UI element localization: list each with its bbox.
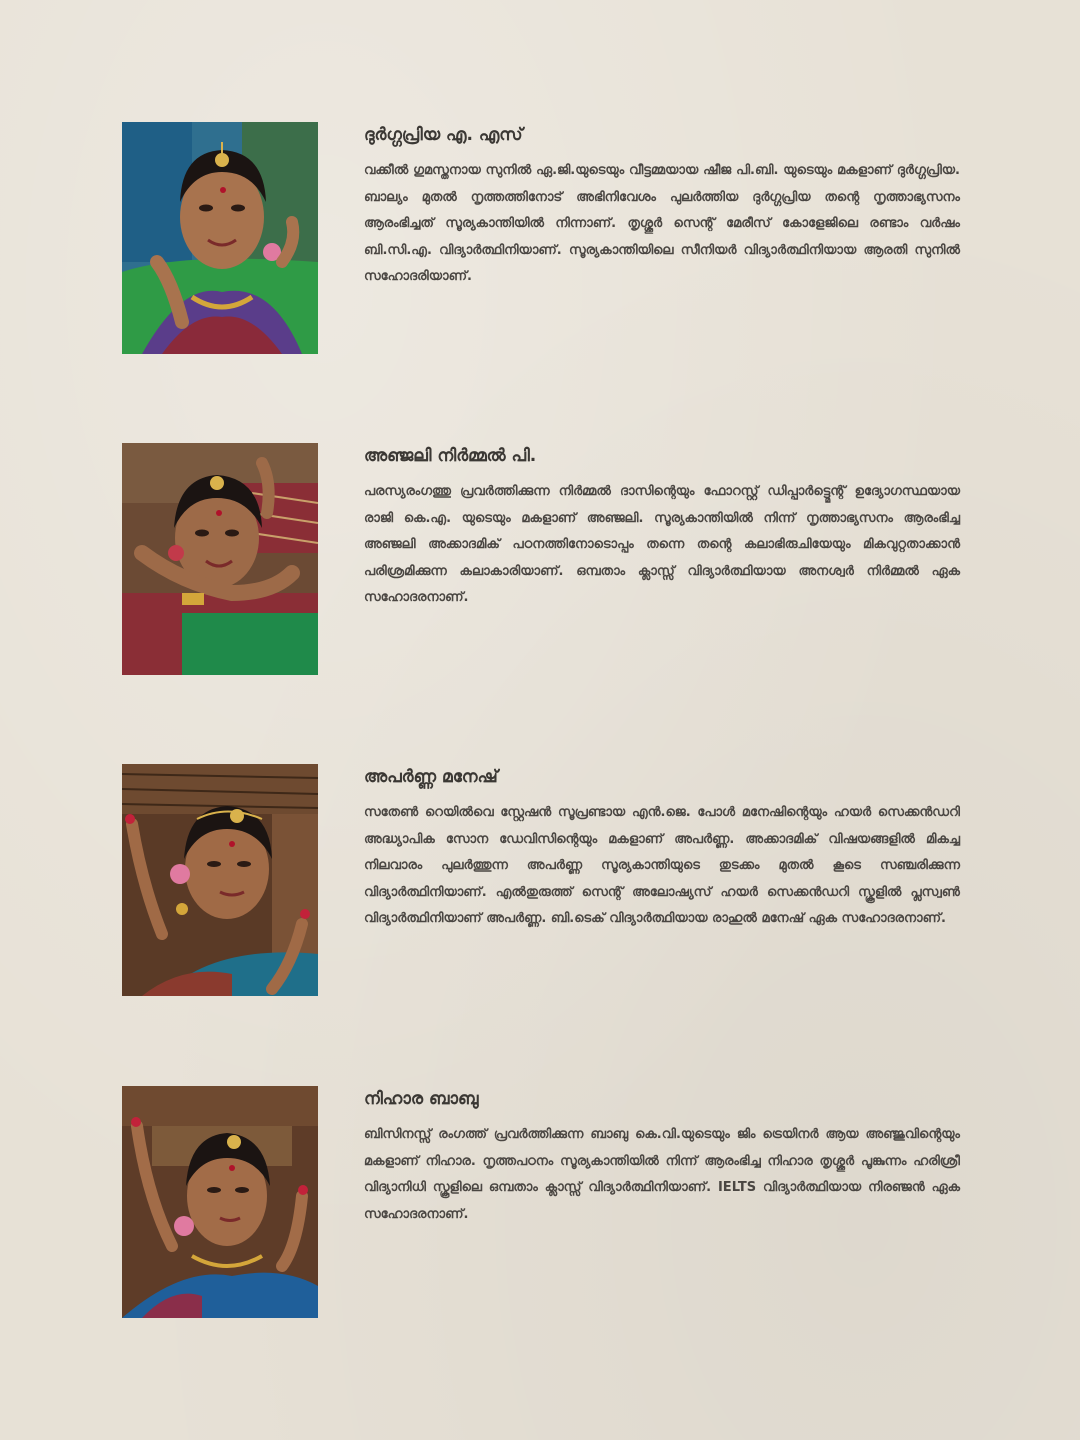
profile-text [364,766,960,933]
profile-name: അപർണ്ണ മനേഷ് [364,767,498,787]
profile-text [364,124,960,291]
dancer-photo [122,764,318,996]
profile-card [122,1086,962,1318]
dancer-photo [122,122,318,354]
profile-bio: പരസ്യരംഗത്തു പ്രവർത്തിക്കുന്ന നിർമ്മൽ ദാസിന്റെയും ഫോറസ്റ്റ് ഡിപ്പാർട്ട്മെന്റ് ഉദ്യോഗസ്ഥയായ രാജി കെ.എ. യുടെയും മകളാണ് അഞ്ജലി. സൂര്യകാന്തിയിൽ നിന്ന് നൃത്താഭ്യസനം ആരംഭിച്ച അഞ്ജലി അക്കാദമിക് പഠനത്തിനോടൊപ്പം തന്നെ തന്റെ കലാഭിരുചിയേയും മികവുറ്റതാക്കാൻ പരിശ്രമിക്കുന്ന കലാകാരിയാണ്. ഒമ്പതാം ക്ലാസ്സ് വിദ്യാർത്ഥിയായ അനശ്വർ നിർമ്മൽ ഏക സഹോദരനാണ്. [364,484,960,605]
profile-card [122,764,962,996]
dancer-photo [122,1086,318,1318]
profile-name: നിഹാര ബാബു [364,1089,479,1109]
profile-bio: ബിസിനസ്സ് രംഗത്ത് പ്രവർത്തിക്കുന്ന ബാബു കെ.വി.യുടെയും ജിം ട്രെയിനർ ആയ അഞ്ജുവിന്റെയും മകളാണ് നിഹാര. നൃത്തപഠനം സൂര്യകാന്തിയിൽ നിന്ന് ആരംഭിച്ച നിഹാര തൃശ്ശൂർ പൂങ്കുന്നം ഹരിശ്രീ വിദ്യാനിധി സ്കൂളിലെ ഒമ്പതാം ക്ലാസ്സ് വിദ്യാർത്ഥിനിയാണ്. IELTS വിദ്യാർത്ഥിയായ നിരഞ്ജൻ ഏക സഹോദരനാണ്. [364,1127,960,1222]
dancer-photo [122,443,318,675]
profile-bio: സതേൺ റെയിൽവെ സ്റ്റേഷൻ സൂപ്രണ്ടായ എൻ.ജെ. പോൾ മനേഷിന്റെയും ഹയർ സെക്കൻഡറി അദ്ധ്യാപിക സോന ഡേവിസിന്റെയും മകളാണ് അപർണ്ണ. അക്കാദമിക് വിഷയങ്ങളിൽ മികച്ച നിലവാരം പുലർത്തുന്ന അപർണ്ണ സൂര്യകാന്തിയുടെ തുടക്കം മുതൽ കൂടെ സഞ്ചരിക്കുന്ന വിദ്യാർത്ഥിനിയാണ്. എൽതുരുത്ത് സെന്റ് അലോഷ്യസ് ഹയർ സെക്കൻഡറി സ്കൂളിൽ പ്ലസ്വൺ വിദ്യാർത്ഥിനിയാണ് അപർണ്ണ. ബി.ടെക് വിദ്യാർത്ഥിയായ രാഹുൽ മനേഷ് ഏക സഹോദരനാണ്. [364,805,960,926]
profile-card [122,443,962,675]
profile-bio: വക്കീൽ ഗുമസ്തനായ സുനിൽ ഏ.ജി.യുടെയും വീട്ടമ്മയായ ഷീജ പി.ബി. യുടെയും മകളാണ് ദുർഗ്ഗപ്രിയ. ബാല്യം മുതൽ നൃത്തത്തിനോട് അഭിനിവേശം പുലർത്തിയ ദുർഗ്ഗപ്രിയ തന്റെ നൃത്താഭ്യസനം ആരംഭിച്ചത് സൂര്യകാന്തിയിൽ നിന്നാണ്. തൃശ്ശൂർ സെന്റ് മേരീസ് കോളേജിലെ രണ്ടാം വർഷം ബി.സി.എ. വിദ്യാർത്ഥിനിയാണ്. സൂര്യകാന്തിയിലെ സീനിയർ വിദ്യാർത്ഥിനിയായ ആരതി സുനിൽ സഹോദരിയാണ്. [364,163,960,284]
profile-text [364,1088,960,1228]
profile-text [364,445,960,612]
profile-name: അഞ്ജലി നിർമ്മൽ പി. [364,446,537,466]
profile-name: ദുർഗ്ഗപ്രിയ എ. എസ് [364,125,523,145]
profile-card [122,122,962,354]
